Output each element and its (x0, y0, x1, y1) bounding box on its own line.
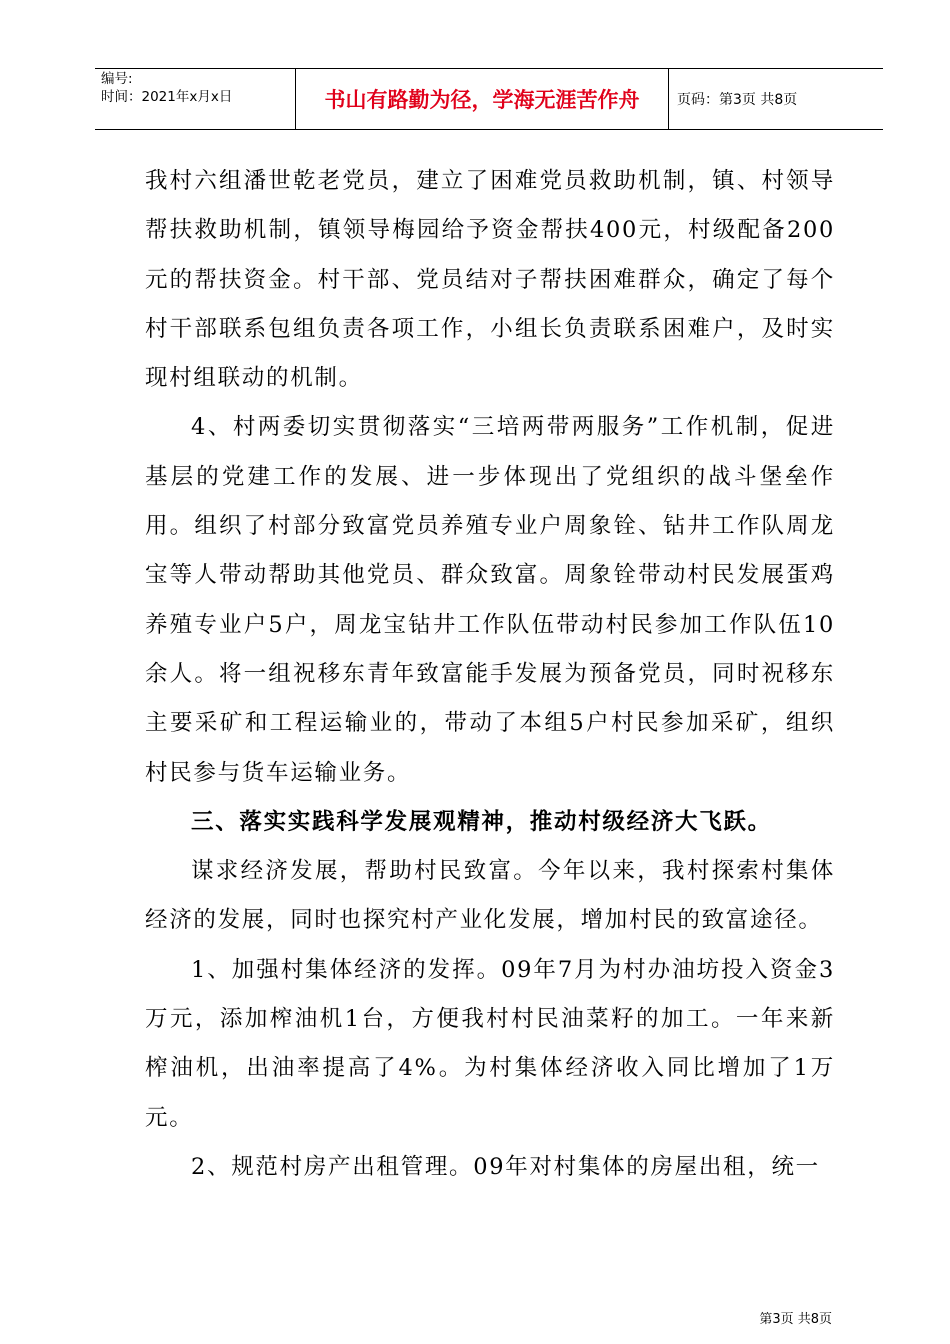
page-header (95, 68, 883, 130)
header-motto: 书山有路勤为径，学海无涯苦作舟 (324, 88, 640, 112)
header-page-info: 页码：第3页 共8页 (677, 92, 798, 108)
paragraph-item-1: 1、加强村集体经济的发挥。09年7月为村办油坊投入资金3万元，添加榨油机1台，方便我村村民油菜籽的加工。一年来新榨油机，出油率提高了4%。为村集体经济收入同比增加了1万元。 (145, 956, 835, 1131)
paragraph-item-2: 2、规范村房产出租管理。09年对村集体的房屋出租，统一 (191, 1153, 820, 1180)
paragraph-intro: 谋求经济发展，帮助村民致富。今年以来，我村探索村集体经济的发展，同时也探究村产业化发展，增加村民的致富途径。 (145, 858, 835, 934)
paragraph-item-4: 4、村两委切实贯彻落实“三培两带两服务”工作机制，促进基层的党建工作的发展、进一步体现出了党组织的战斗堡垒作用。组织了村部分致富党员养殖专业户周象铨、钻井工作队周龙宝等人带动帮助其他党员、群众致富。周象铨带动村民发展蛋鸡养殖专业户5户，周龙宝钻井工作队伍带动村民参加工作队伍10余人。将一组祝移东青年致富能手发展为预备党员，同时祝移东主要采矿和工程运输业的，带动了本组5户村民参加采矿，组织村民参与货车运输业务。 (145, 414, 835, 786)
section-heading-3: 三、落实实践科学发展观精神，推动村级经济大飞跃。 (191, 808, 772, 835)
time-label: 时间：2021年x月x日 (101, 89, 233, 105)
paragraph-continuation: 我村六组潘世乾老党员，建立了困难党员救助机制，镇、村领导帮扶救助机制，镇领导梅园给予资金帮扶400元，村级配备200元的帮扶资金。村干部、党员结对子帮扶困难群众，确定了每个村干部联系包组负责各项工作，小组长负责联系困难户，及时实现村组联动的机制。 (145, 168, 835, 392)
page-footer: 第3页 共8页 (759, 1312, 832, 1327)
serial-label: 编号: (101, 71, 133, 87)
document-body (145, 157, 835, 1192)
header-divider-right (668, 69, 669, 129)
header-meta (101, 69, 291, 129)
